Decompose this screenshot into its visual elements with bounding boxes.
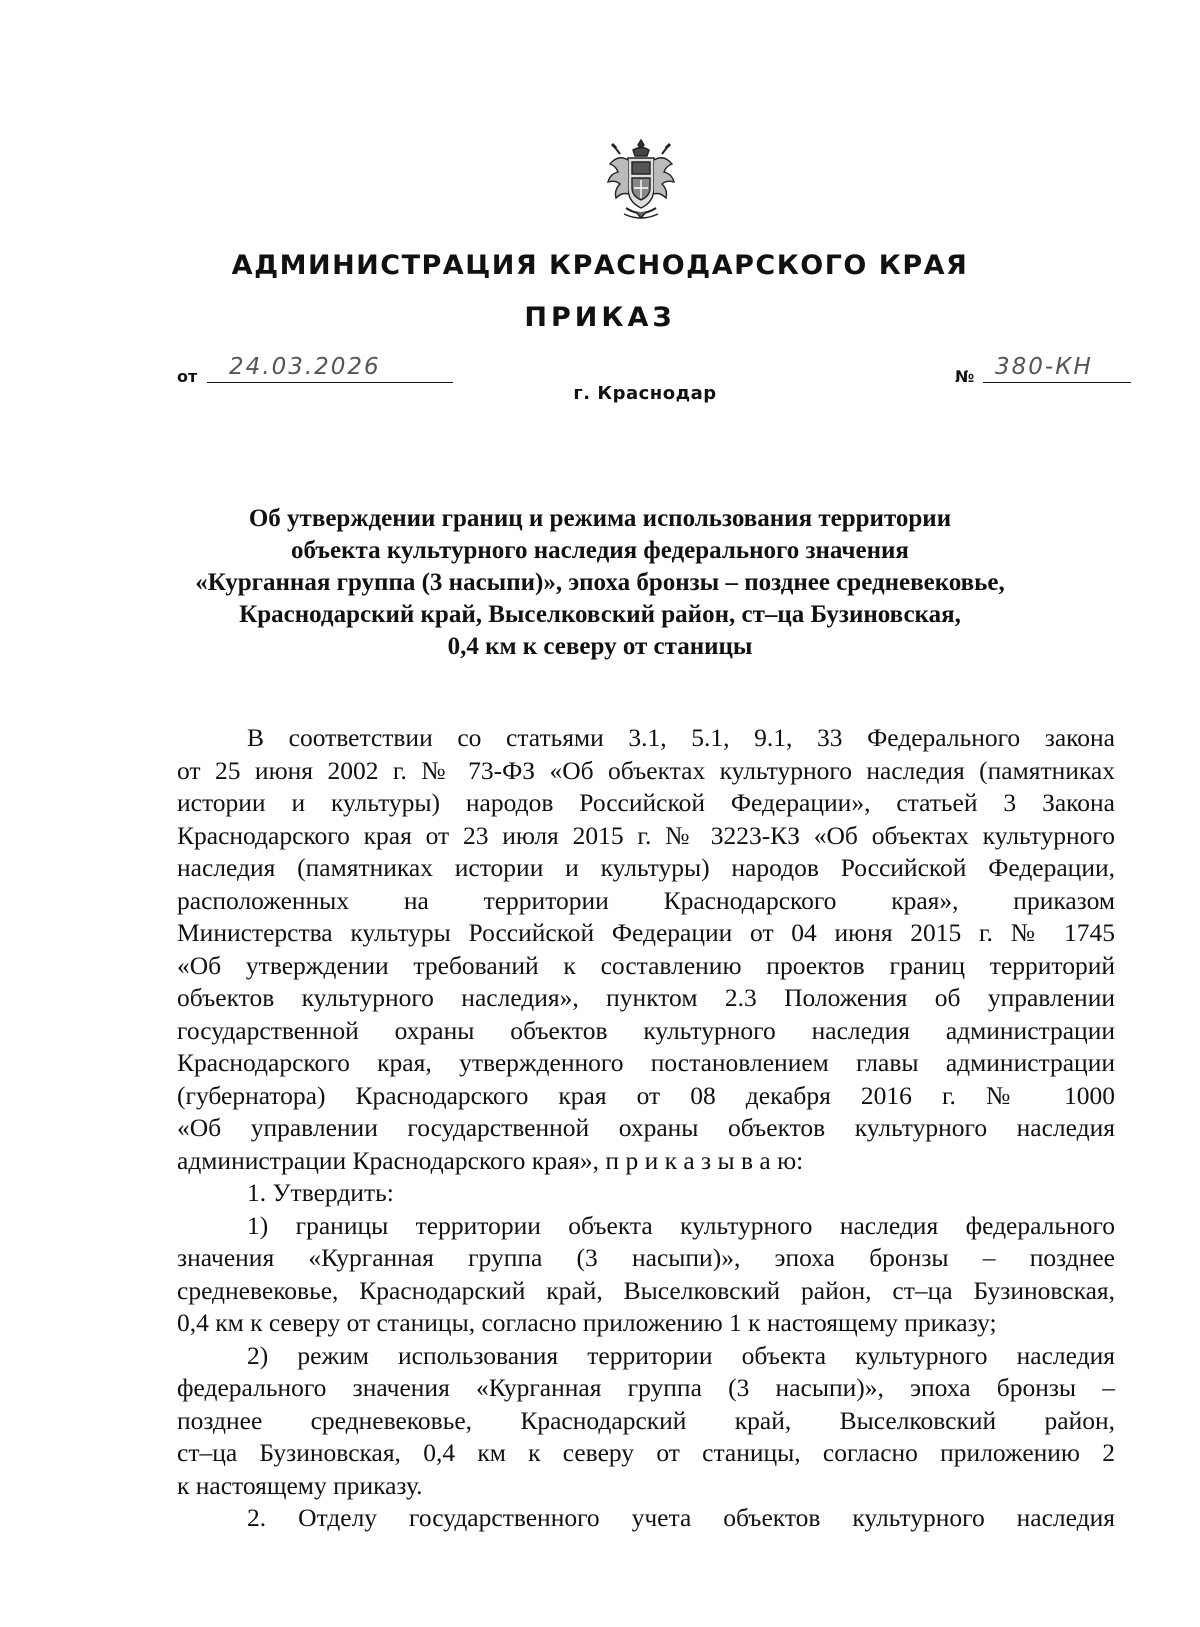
body-line: «Об управлении государственной охраны объектов культурного наследия [177, 1113, 1115, 1142]
subject-line: Об утверждении границ и режима использования территории [248, 505, 952, 532]
subject-line: объекта культурного наследия федерального значения [291, 537, 909, 564]
body-line: (губернатора) Краснодарского края от 08 декабря 2016 г. № 1000 [177, 1080, 1115, 1110]
body-line: средневековье, Краснодарский край, Выселковский район, ст–ца Бузиновская, [177, 1275, 1115, 1305]
body-line: Краснодарского края, утвержденного постановлением главы администрации [177, 1048, 1115, 1077]
body-line: 2) режим использования территории объекта культурного наследия [247, 1340, 1115, 1370]
body-line: наследия (памятниках истории и культуры) народов Российской Федерации, [177, 853, 1115, 882]
body-line: позднее средневековье, Краснодарский край, Выселковский район, [177, 1405, 1115, 1435]
subject-line: Краснодарский край, Выселковский район, ст–ца Бузиновская, [239, 601, 961, 628]
body-line: федерального значения «Курганная группа (3 насыпи)», эпоха бронзы – [177, 1373, 1115, 1402]
body-line: администрации Краснодарского края», п р и к а з ы в а ю: [177, 1145, 804, 1175]
body-line: Министерства культуры Российской Федерации от 04 июня 2015 г. № 1745 [177, 918, 1115, 947]
subject-line: 0,4 км к северу от станицы [447, 633, 753, 660]
number-label: № [955, 367, 975, 386]
document-type-title: ПРИКАЗ [524, 302, 676, 333]
body-line: ст–ца Бузиновская, 0,4 км к северу от станицы, согласно приложению 2 [177, 1438, 1115, 1467]
organization-title: АДМИНИСТРАЦИЯ КРАСНОДАРСКОГО КРАЯ [231, 250, 969, 281]
number-field [983, 352, 1131, 383]
coat-of-arms-emblem [606, 138, 676, 222]
body-line: 0,4 км к северу от станицы, согласно приложению 1 к настоящему приказу; [177, 1308, 997, 1337]
body-line: от 25 июня 2002 г. № 73-ФЗ «Об объектах культурного наследия (памятниках [177, 755, 1115, 785]
date-field [207, 352, 453, 383]
city-label: г. Краснодар [573, 383, 717, 404]
number-value: 380-КН [995, 354, 1093, 380]
body-line: к настоящему приказу. [177, 1470, 423, 1500]
body-line: значения «Курганная группа (3 насыпи)», эпоха бронзы – позднее [177, 1243, 1115, 1272]
body-line: истории и культуры) народов Российской Федерации», статьей 3 Закона [177, 788, 1115, 817]
body-line: объектов культурного наследия», пунктом 2.3 Положения об управлении [177, 983, 1115, 1012]
body-line: «Об утверждении требований к составлению проектов границ территорий [177, 950, 1115, 980]
body-line: государственной охраны объектов культурного наследия администрации [177, 1015, 1115, 1045]
body-line: Краснодарского края от 23 июля 2015 г. № 3223-КЗ «Об объектах культурного [177, 820, 1115, 850]
body-line: 1. Утвердить: [247, 1178, 394, 1207]
body-line: 2. Отделу государственного учета объектов культурного наследия [247, 1503, 1115, 1532]
date-value: 24.03.2026 [229, 354, 381, 380]
body-line: В соответствии со статьями 3.1, 5.1, 9.1, 33 Федерального закона [247, 723, 1115, 752]
body-line: расположенных на территории Краснодарского края», приказом [177, 885, 1115, 915]
document-body [177, 722, 1115, 1535]
date-label: от [177, 367, 198, 386]
body-line: 1) границы территории объекта культурного наследия федерального [247, 1210, 1115, 1240]
document-subject [150, 503, 1050, 663]
subject-line: «Курганная группа (3 насыпи)», эпоха бронзы – позднее средневековье, [195, 569, 1005, 596]
